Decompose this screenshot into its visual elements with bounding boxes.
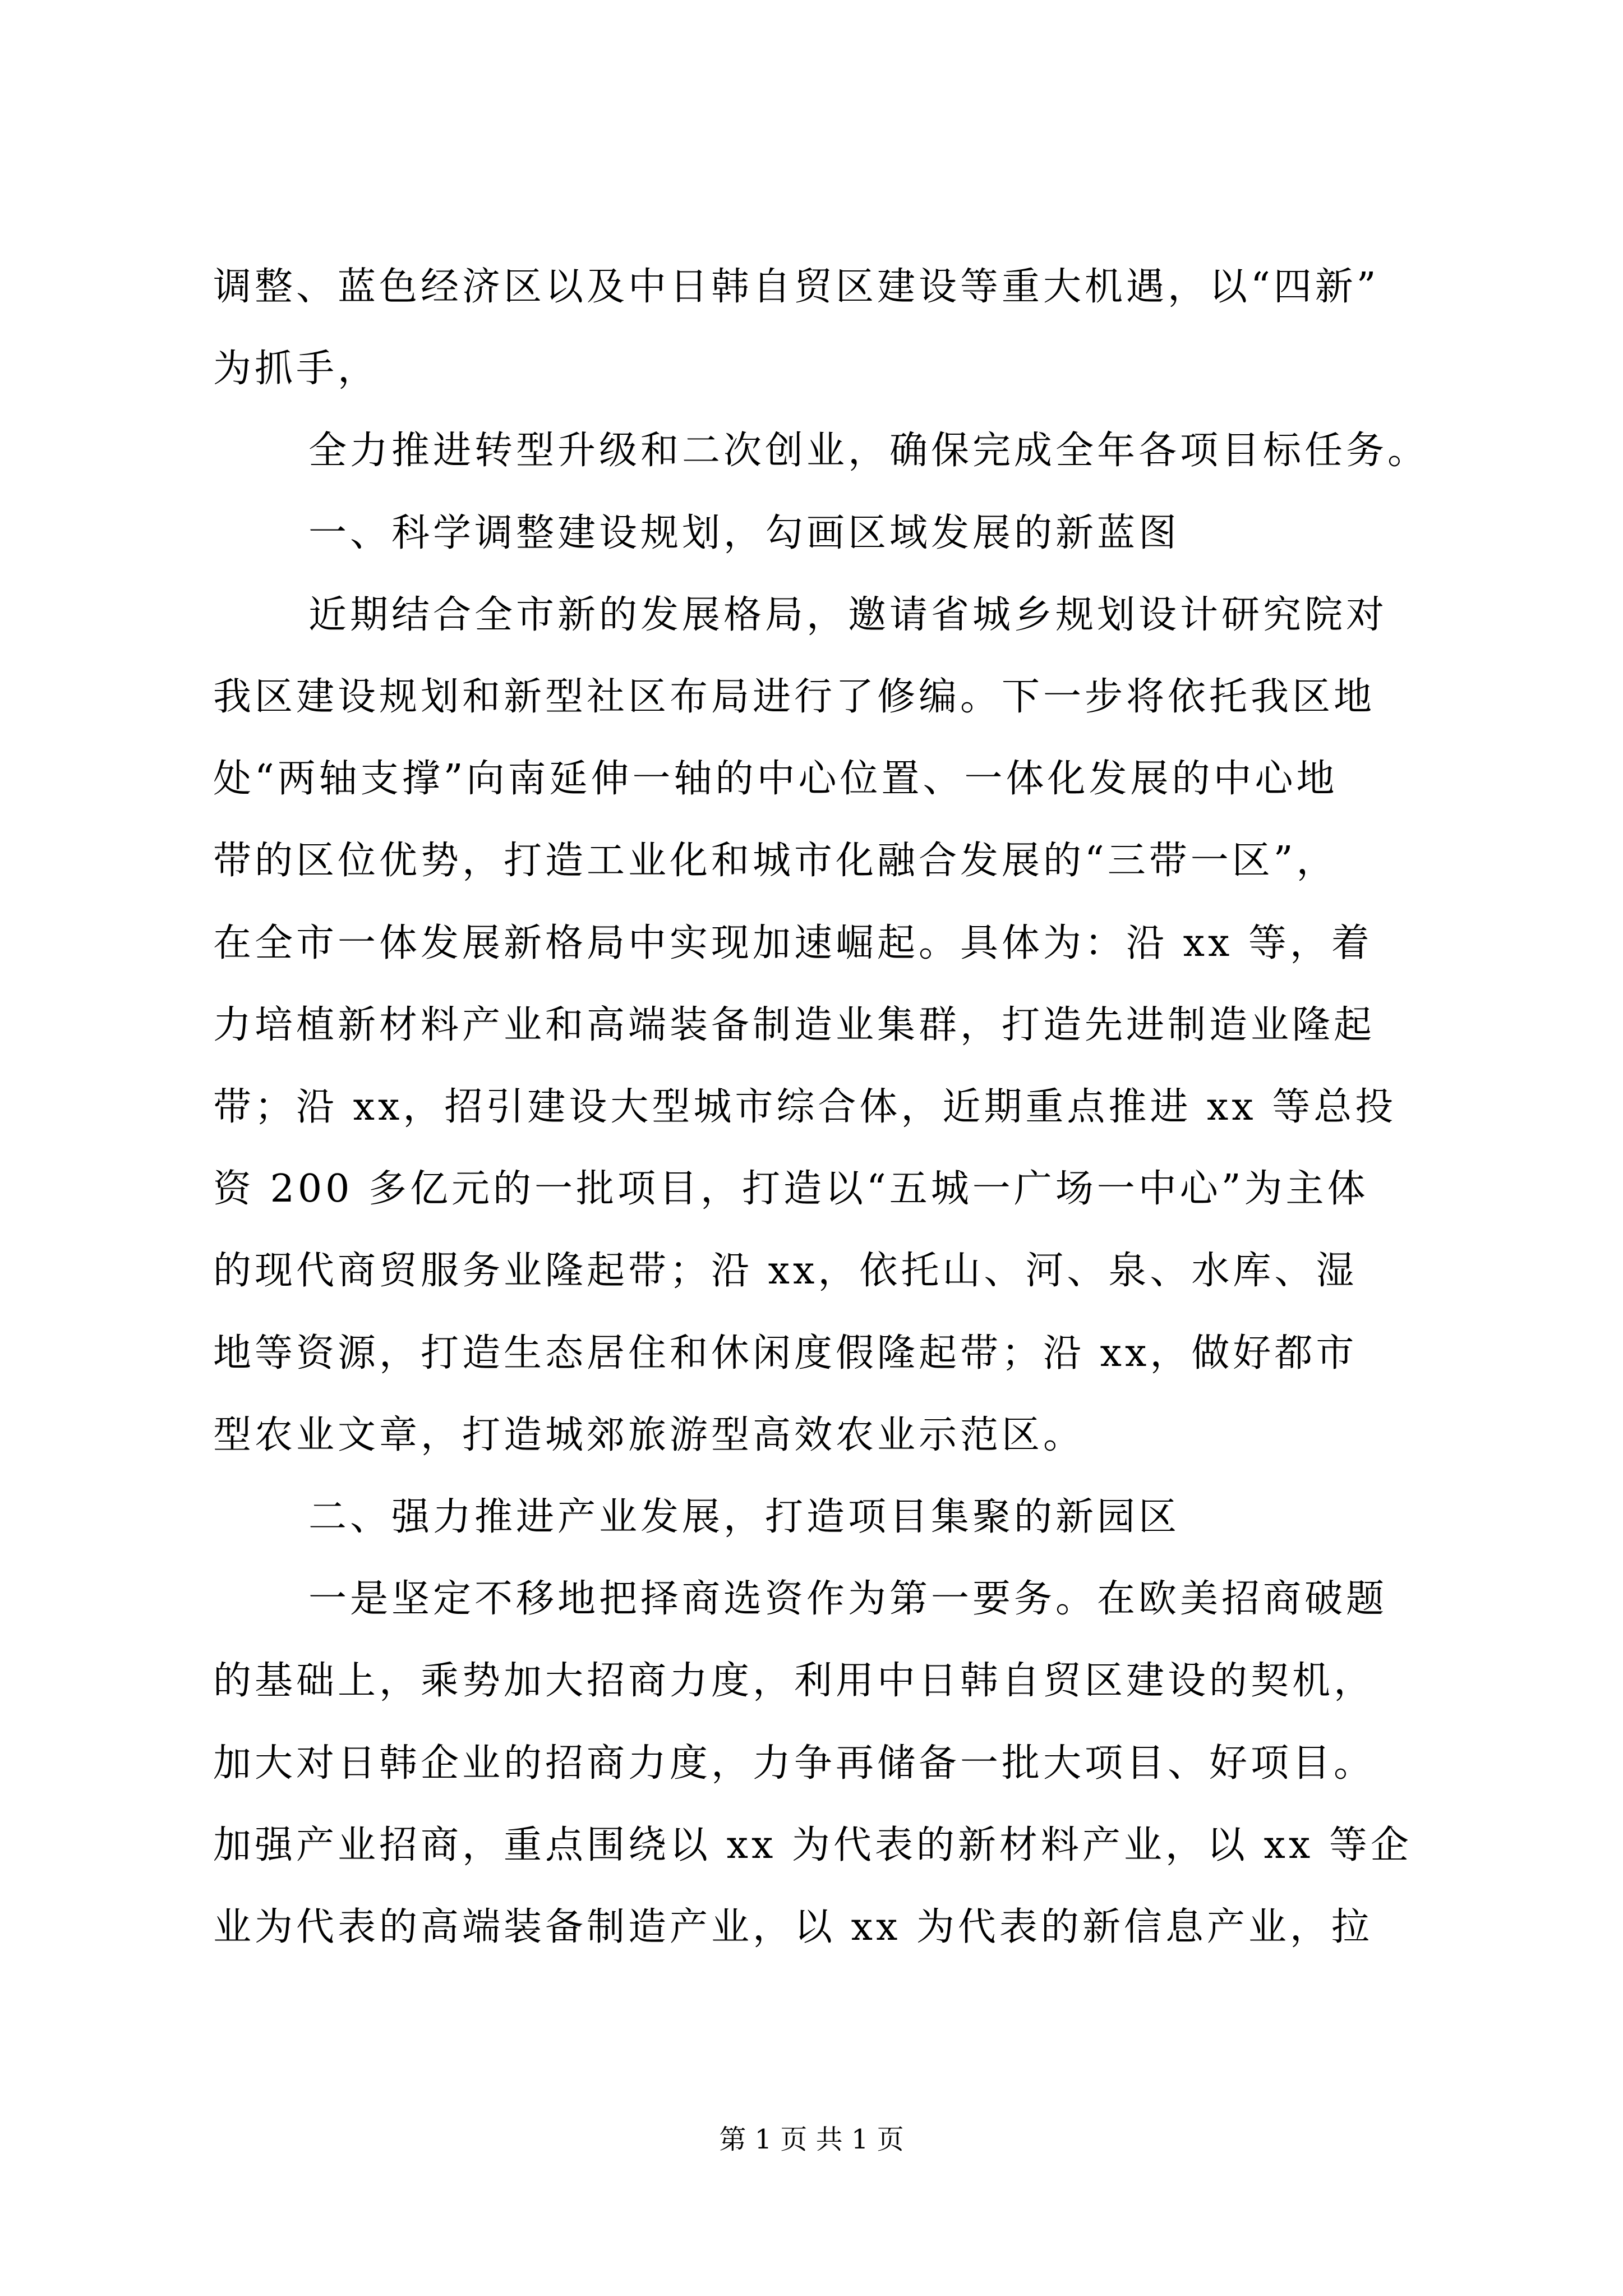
text-line-21: 业为代表的高端装备制造产业，以 xx 为代表的新信息产业，拉 [213, 1905, 1373, 1949]
text-line-2: 为抓手， [213, 347, 380, 391]
text-line-19: 加大对日韩企业的招商力度，力争再储备一批大项目、好项目。 [213, 1741, 1376, 1786]
text-line-15: 型农业文章，打造城郊旅游型高效农业示范区。 [213, 1413, 1085, 1457]
text-line-20: 加强产业招商，重点围绕以 xx 为代表的新材料产业，以 xx 等企 [213, 1823, 1412, 1867]
text-line-7: 处“两轴支撑”向南延伸一轴的中心位置、一体化发展的中心地 [213, 757, 1338, 801]
text-line-6: 我区建设规划和新型社区布局进行了修编。下一步将依托我区地 [213, 675, 1376, 719]
text-line-12: 资 200 多亿元的一批项目，打造以“五城一广场一中心”为主体 [213, 1167, 1369, 1211]
text-line-5: 近期结合全市新的发展格局，邀请省城乡规划设计研究院对 [308, 593, 1388, 637]
text-line-3: 全力推进转型升级和二次创业，确保完成全年各项目标任务。 [308, 429, 1430, 473]
text-line-11: 带；沿 xx，招引建设大型城市综合体，近期重点推进 xx 等总投 [213, 1085, 1397, 1129]
text-line-9: 在全市一体发展新格局中实现加速崛起。具体为：沿 xx 等，着 [213, 921, 1373, 965]
text-line-13: 的现代商贸服务业隆起带；沿 xx，依托山、河、泉、水库、湿 [213, 1249, 1358, 1293]
text-line-10: 力培植新材料产业和高端装备制造业集群，打造先进制造业隆起 [213, 1003, 1376, 1047]
text-line-18: 的基础上，乘势加大招商力度，利用中日韩自贸区建设的契机， [213, 1659, 1376, 1703]
text-line-8: 带的区位优势，打造工业化和城市化融合发展的“三带一区”， [213, 839, 1338, 883]
text-line-1: 调整、蓝色经济区以及中日韩自贸区建设等重大机遇，以“四新” [213, 265, 1380, 309]
text-line-14: 地等资源，打造生态居住和休闲度假隆起带；沿 xx，做好都市 [213, 1331, 1358, 1375]
page-footer: 第 1 页 共 1 页 [719, 2124, 904, 2155]
text-line-17: 一是坚定不移地把择商选资作为第一要务。在欧美招商破题 [308, 1577, 1388, 1621]
section-heading-1: 一、科学调整建设规划，勾画区域发展的新蓝图 [308, 511, 1181, 555]
section-heading-2: 二、强力推进产业发展，打造项目集聚的新园区 [308, 1495, 1181, 1539]
